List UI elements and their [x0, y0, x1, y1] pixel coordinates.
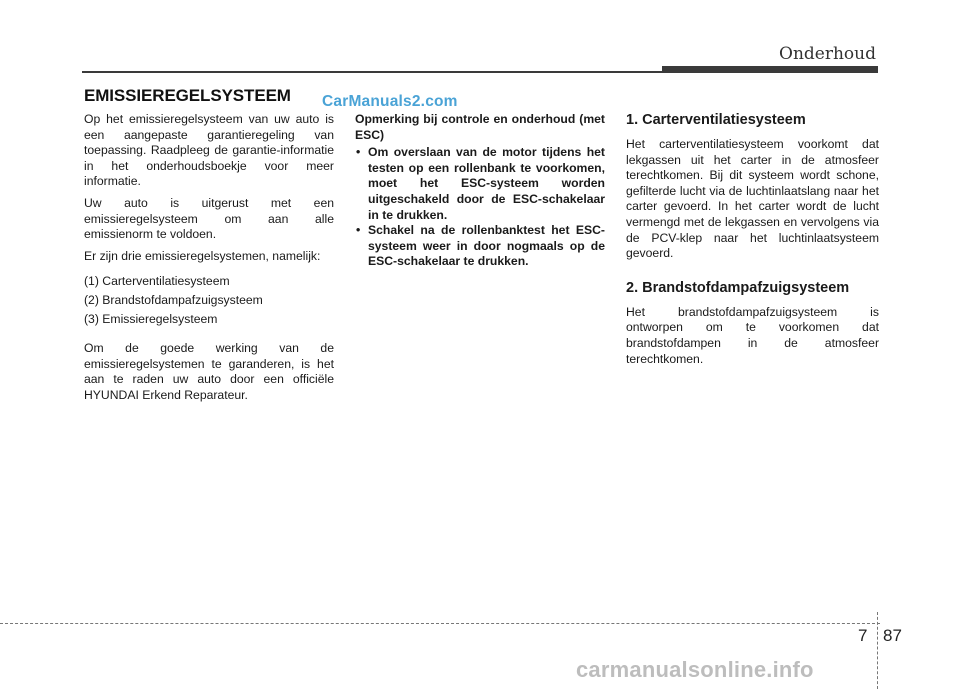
column-right: [626, 112, 879, 373]
list-item: (2) Brandstofdampafzuigsysteem: [84, 292, 263, 307]
page-header-title: Onderhoud: [779, 44, 876, 64]
bullet-icon: •: [356, 145, 361, 160]
paragraph-dealer: Om de goede werking van de emissieregelsystemen te garanderen, is het aan te raden uw auto door een officiële HYUNDAI Erkend Reparateur.: [84, 341, 334, 402]
note-title: Opmerking bij controle en onderhoud (met ESC): [355, 112, 605, 142]
watermark-link-bottom[interactable]: carmanualsonline.info: [576, 657, 814, 682]
paragraph-evaporative: Het brandstofdampafzuigsysteem is ontworpen om te voorkomen dat brandstofdampen in de atmosfeer terechtkomen.: [626, 304, 879, 366]
footer-divider: [877, 612, 878, 689]
paragraph-crankcase: Het carterventilatiesysteem voorkomt dat lekgassen uit het carter in de atmosfeer terechtkomen. Bij dit systeem wordt schone, gefilterde lucht via de luchtinlaatslang naar het carter gevoerd. In het carter wordt de lucht vermengd met de lekgassen en vervolgens via de PCV-klep naar het luchtinlaatsysteem gevoerd.: [626, 137, 879, 261]
chapter-number: 7: [858, 626, 868, 645]
column-left: [84, 112, 334, 410]
paragraph-three-systems: Er zijn drie emissieregelsystemen, namelijk:: [84, 248, 321, 263]
note-bullet-list: [355, 145, 605, 270]
bullet-text: Om overslaan van de motor tijdens het testen op een rollenbank te voorkomen, moet het ESC-systeem worden uitgeschakeld door de ESC-schakelaar in te drukken.: [368, 145, 605, 222]
bullet-text: Schakel na de rollenbanktest het ESC-systeem weer in door nogmaals op de ESC-schakelaar te drukken.: [368, 223, 605, 269]
watermark-link-top[interactable]: CarManuals2.com: [322, 93, 458, 110]
section-title: EMISSIEREGELSYSTEEM: [84, 86, 291, 105]
subheading-crankcase: 1. Carterventilatiesysteem: [626, 112, 806, 128]
list-item: (3) Emissieregelsysteem: [84, 311, 218, 326]
list-item: (1) Carterventilatiesysteem: [84, 274, 230, 289]
header-rule: [82, 71, 662, 73]
column-middle: [355, 112, 605, 270]
footer-rule: [0, 623, 880, 624]
header-rule-thick: [662, 66, 878, 73]
bullet-icon: •: [356, 223, 361, 238]
paragraph-equipped: Uw auto is uitgerust met een emissieregelsysteem om aan alle emissienorm te voldoen.: [84, 195, 334, 242]
list-item: [355, 223, 605, 270]
subheading-evaporative: 2. Brandstofdampafzuigsysteem: [626, 279, 850, 296]
paragraph-warranty: Op het emissieregelsysteem van uw auto is een aangepaste garantieregeling van toepassing. Raadpleeg de garantie-informatie in het onderhoudsboekje voor meer informatie.: [84, 112, 334, 189]
page-number: 87: [883, 626, 902, 645]
systems-list: [84, 274, 334, 327]
list-item: [355, 145, 605, 223]
